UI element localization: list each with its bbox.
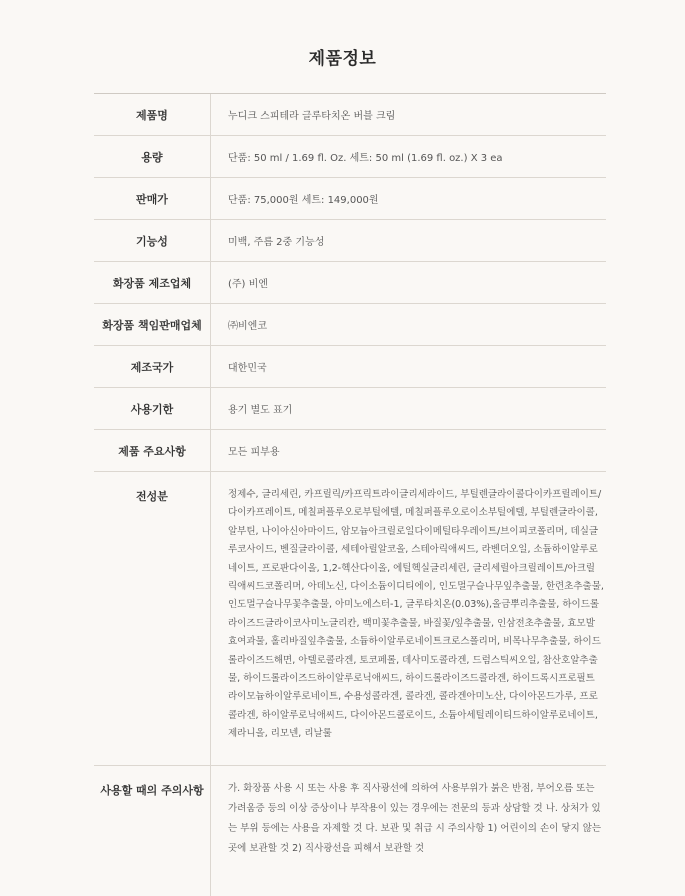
- ingredients-text: 정제수, 글리세린, 카프릴릭/카프릭트라이글리세라이드, 부틸렌글라이콜다이카프릴레이트/다이카프레이트, 메칠퍼플루오로부틸에텔, 메칠퍼플루오로이소부틸에텔, 부틸렌글라이콜, 알부틴, 나이아신아마이드, 암모늄아크릴로일다이메틸타우레이트/브이피코폴리머, 데실글루코사이드, 벤질글라이콜, 세테아릴알코올, 스테아릭애씨드, 라벤더오일, 소듐하이알루로네이트, 프로판다이올, 1,2-헥산다이올, 에틸헥실글리세린, 글리세릴아크릴레이트/아크릴릭애씨드코폴리머, 아데노신, 다이소듐이디티에이, 인도멀구슬나무잎추출물, 한련초추출물, 인도멀구슬나무꽃추출물, 아미노에스터-1, 글루타치온(0.03%),올금뿌리추출물, 하이드롤라이즈드글라이코사미노글리칸, 백미꽃추출물, 바질꽃/잎추출물, 인삼전초추출물, 효모발효여과물, 홀리바질잎추출물, 소듐하이알루로네이트크로스폴리머, 비목나무추출물, 하이드롤라이즈드해면, 아텔로콜라겐, 토코페롤, 데사미도콜라겐, 드럼스틱씨오일, 참산호알추출물, 하이드롤라이즈드하이알루로닉애씨드, 하이드롤라이즈드콜라겐, 하이드록시프로필트라이모늄하이알루로네이트, 수용성콜라겐, 콜라겐, 콜라겐아미노산, 다이아몬드가루, 프로콜라겐, 하이알루로닉애씨드, 다이아몬드콜로이드, 소듐아세틸레이티드하이알루로네이트, 제라니올, 리모넨, 리날룰: [228, 489, 604, 740]
- row-product-name: [94, 94, 606, 136]
- row-function: [94, 220, 606, 262]
- row-label: 사용할 때의 주의사항: [94, 766, 211, 896]
- row-value: 용기 별도 표기: [228, 405, 293, 416]
- row-manufacturer: [94, 262, 606, 304]
- row-country: [94, 346, 606, 388]
- row-value: 누디크 스피테라 글루타치온 버블 크림: [228, 111, 396, 122]
- row-value: 모든 피부용: [228, 447, 280, 458]
- row-key-notes: [94, 430, 606, 472]
- row-value: 단품: 75,000원 세트: 149,000원: [228, 195, 379, 206]
- row-value: ㈜비엔코: [228, 321, 267, 332]
- row-precautions: [94, 766, 606, 896]
- row-expiry: [94, 388, 606, 430]
- row-ingredients: [94, 472, 606, 766]
- row-label: 제품 주요사항: [94, 430, 211, 471]
- row-label: 판매가: [94, 178, 211, 219]
- product-info-table: [94, 93, 606, 896]
- row-label: 사용기한: [94, 388, 211, 429]
- row-label: 기능성: [94, 220, 211, 261]
- row-label: 화장품 책임판매업체: [94, 304, 211, 345]
- page-title: 제품정보: [308, 49, 377, 69]
- row-value: 미백, 주름 2중 기능성: [228, 237, 325, 248]
- row-label: 용량: [94, 136, 211, 177]
- row-value: 대한민국: [228, 363, 267, 374]
- row-label: 화장품 제조업체: [94, 262, 211, 303]
- row-capacity: [94, 136, 606, 178]
- row-label: 제조국가: [94, 346, 211, 387]
- row-value: 단품: 50 ml / 1.69 fl. Oz. 세트: 50 ml (1.69 fl. oz.) X 3 ea: [228, 153, 503, 164]
- precautions-text: 가. 화장품 사용 시 또는 사용 후 직사광선에 의하여 사용부위가 붉은 반점, 부어오름 또는 가려움증 등의 이상 증상이나 부작용이 있는 경우에는 전문의 등과 상담할 것 나. 상처가 있는 부위 등에는 사용을 자제할 것 다. 보관 및 취급 시 주의사항 1) 어린이의 손이 닿지 않는 곳에 보관할 것 2) 직사광선을 피해서 보관할 것: [228, 783, 602, 854]
- row-label: 전성분: [94, 472, 211, 765]
- row-distributor: [94, 304, 606, 346]
- row-value: (주) 비엔: [228, 279, 268, 290]
- row-label: 제품명: [94, 94, 211, 135]
- row-price: [94, 178, 606, 220]
